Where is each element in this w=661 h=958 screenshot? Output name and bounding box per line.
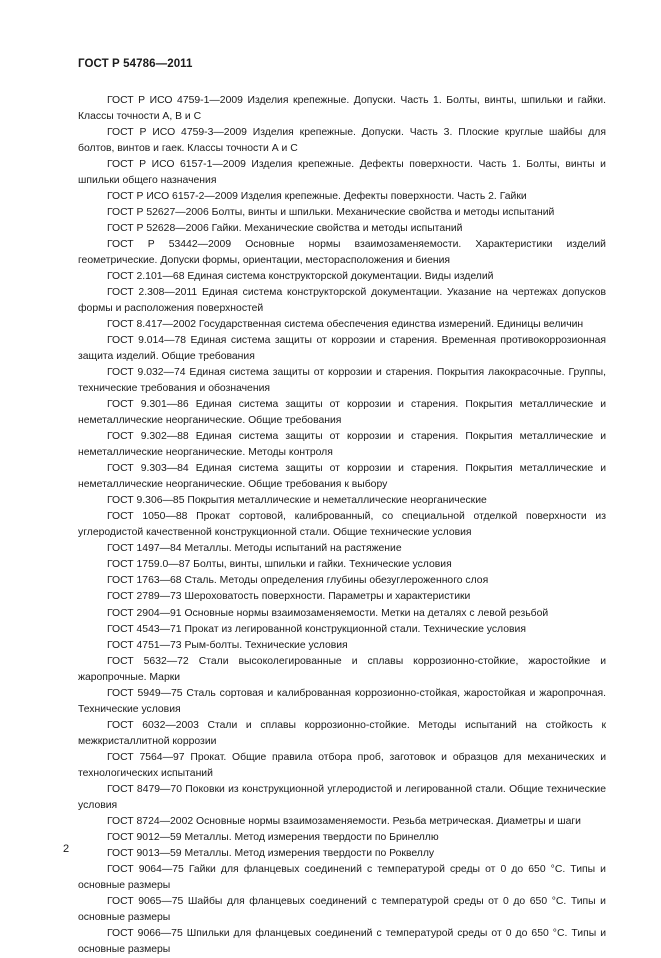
reference-item: ГОСТ 4751—73 Рым-болты. Технические условия — [107, 639, 348, 651]
reference-item: ГОСТ 9.032—74 Единая система защиты от коррозии и старения. Покрытия лакокрасочные. Группы, технические требования и обозначения — [78, 367, 606, 395]
reference-item: ГОСТ 8724—2002 Основные нормы взаимозаменяемости. Резьба метрическая. Диаметры и шаги — [107, 815, 581, 827]
reference-item: ГОСТ 5949—75 Сталь сортовая и калиброванная коррозионно-стойкая, жаростойкая и жаропрочная. Технические условия — [78, 687, 606, 715]
reference-item: ГОСТ 9.306—85 Покрытия металлические и неметаллические неорганические — [107, 495, 487, 507]
reference-item: ГОСТ 9.014—78 Единая система защиты от коррозии и старения. Временная противокоррозионная защита изделий. Общие требования — [78, 335, 606, 363]
reference-item: ГОСТ Р 52628—2006 Гайки. Механические свойства и методы испытаний — [107, 223, 463, 235]
reference-item: ГОСТ 9065—75 Шайбы для фланцевых соединений с температурой среды от 0 до 650 °С. Типы и основные размеры — [78, 895, 606, 923]
reference-item: ГОСТ Р ИСО 6157-1—2009 Изделия крепежные. Дефекты поверхности. Часть 1. Болты, винты и шпильки общего назначения — [78, 159, 606, 187]
reference-item: ГОСТ 9.301—86 Единая система защиты от коррозии и старения. Покрытия металлические и неметаллические неорганические. Общие требования — [78, 399, 606, 427]
reference-item: ГОСТ 9066—75 Шпильки для фланцевых соединений с температурой среды от 0 до 650 °С. Типы и основные размеры — [78, 927, 606, 955]
reference-item: ГОСТ Р ИСО 4759-1—2009 Изделия крепежные. Допуски. Часть 1. Болты, винты, шпильки и гайки. Классы точности А, В и С — [78, 95, 606, 123]
reference-item: ГОСТ 4543—71 Прокат из легированной конструкционной стали. Технические условия — [107, 623, 526, 635]
reference-item: ГОСТ Р 53442—2009 Основные нормы взаимозаменяемости. Характеристики изделий геометрические. Допуски формы, ориентации, месторасположения и биения — [78, 239, 606, 267]
reference-item: ГОСТ 1497—84 Металлы. Методы испытаний на растяжение — [107, 543, 402, 555]
reference-item: ГОСТ Р ИСО 4759-3—2009 Изделия крепежные. Допуски. Часть 3. Плоские круглые шайбы для болтов, винтов и гаек. Классы точности А и С — [78, 127, 606, 155]
reference-item: ГОСТ 9012—59 Металлы. Метод измерения твердости по Бринеллю — [107, 831, 439, 843]
reference-item: ГОСТ Р 52627—2006 Болты, винты и шпильки. Механические свойства и методы испытаний — [107, 207, 555, 219]
reference-item: ГОСТ 9064—75 Гайки для фланцевых соединений с температурой среды от 0 до 650 °С. Типы и основные размеры — [78, 863, 606, 891]
normative-references-list — [78, 93, 606, 958]
reference-item: ГОСТ 1763—68 Сталь. Методы определения глубины обезуглероженного слоя — [107, 575, 489, 587]
reference-item: ГОСТ 6032—2003 Стали и сплавы коррозионно-стойкие. Методы испытаний на стойкость к межкристаллитной коррозии — [78, 719, 606, 747]
reference-item: ГОСТ 2.101—68 Единая система конструкторской документации. Виды изделий — [107, 271, 494, 283]
reference-item: ГОСТ 9.303—84 Единая система защиты от коррозии и старения. Покрытия металлические и неметаллические неорганические. Общие требования к выбору — [78, 463, 606, 491]
reference-item: ГОСТ 9013—59 Металлы. Метод измерения твердости по Роквеллу — [107, 847, 435, 859]
reference-item: ГОСТ 7564—97 Прокат. Общие правила отбора проб, заготовок и образцов для механических и технологических испытаний — [78, 751, 606, 779]
reference-item: ГОСТ 2.308—2011 Единая система конструкторской документации. Указание на чертежах допусков формы и расположения поверхностей — [78, 287, 606, 315]
reference-item: ГОСТ 2789—73 Шероховатость поверхности. Параметры и характеристики — [107, 591, 471, 603]
document-header: ГОСТ Р 54786—2011 — [78, 58, 193, 70]
reference-item: ГОСТ 8479—70 Поковки из конструкционной углеродистой и легированной стали. Общие технические условия — [78, 783, 606, 811]
reference-item: ГОСТ Р ИСО 6157-2—2009 Изделия крепежные. Дефекты поверхности. Часть 2. Гайки — [107, 191, 527, 203]
reference-item: ГОСТ 8.417—2002 Государственная система обеспечения единства измерений. Единицы величин — [107, 319, 584, 331]
page-number: 2 — [63, 843, 70, 855]
reference-item: ГОСТ 1050—88 Прокат сортовой, калиброванный, со специальной отделкой поверхности из углеродистой качественной конструкционной стали. Общие технические условия — [78, 511, 606, 539]
reference-item: ГОСТ 2904—91 Основные нормы взаимозаменяемости. Метки на деталях с левой резьбой — [107, 607, 549, 619]
reference-item: ГОСТ 5632—72 Стали высоколегированные и сплавы коррозионно-стойкие, жаростойкие и жаропрочные. Марки — [78, 655, 606, 683]
reference-item: ГОСТ 9.302—88 Единая система защиты от коррозии и старения. Покрытия металлические и неметаллические неорганические. Методы контроля — [78, 431, 606, 459]
reference-item: ГОСТ 1759.0—87 Болты, винты, шпильки и гайки. Технические условия — [107, 559, 452, 571]
